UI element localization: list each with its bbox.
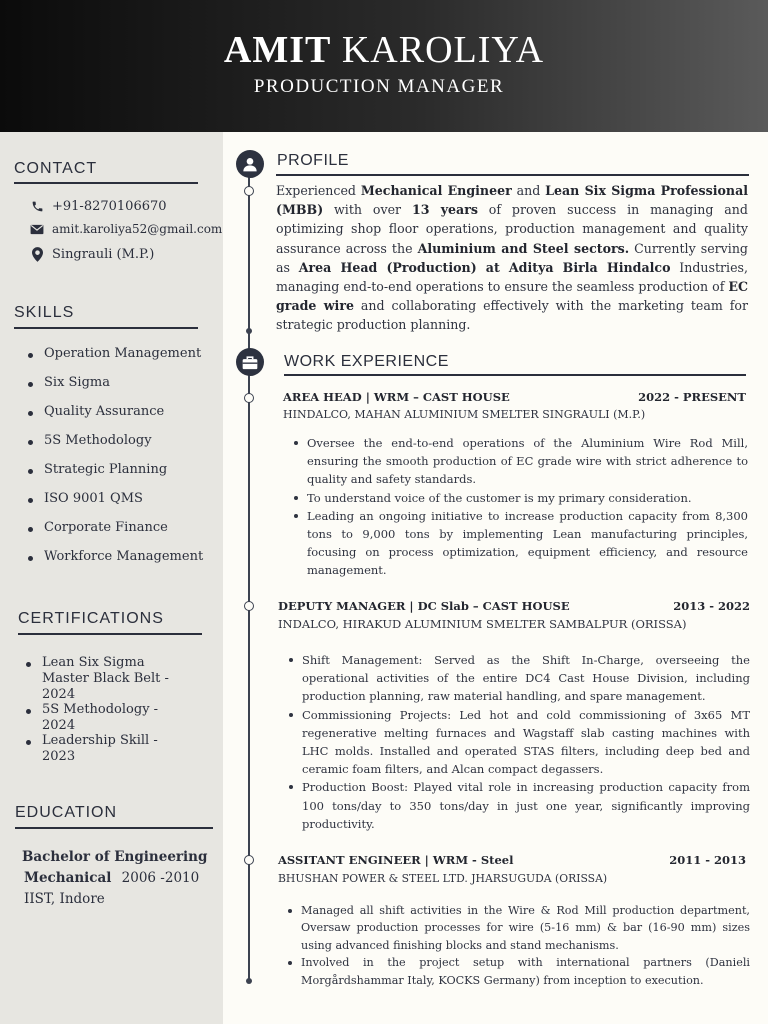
skills-heading: SKILLS [14, 304, 75, 321]
last-name: KAROLIYA [341, 29, 545, 71]
person-icon [236, 150, 264, 178]
list-item: To understand voice of the customer is my primary consideration. [289, 489, 748, 507]
mail-icon [28, 221, 46, 237]
profile-divider [276, 174, 749, 176]
email-address[interactable]: amit.karoliya52@gmail.com [52, 222, 223, 236]
work-divider [284, 374, 746, 376]
profile-highlight: Mechanical Engineer [360, 183, 512, 198]
contact-divider [14, 182, 198, 184]
job-company: BHUSHAN POWER & STEEL LTD. JHARSUGUDA (ORISSA) [278, 872, 608, 885]
list-item: Shift Management: Served as the Shift In-Charge, overseeing the operational activities of the entire DC4 Cast House Division, including production planning, raw material handling, and spare management. [284, 651, 750, 706]
timeline-node [244, 601, 254, 611]
timeline-node [244, 393, 254, 403]
job-role: PRODUCTION MANAGER [253, 76, 505, 97]
certifications-heading: CERTIFICATIONS [18, 610, 164, 627]
profile-summary [276, 181, 748, 335]
profile-highlight: 13 years [411, 202, 478, 218]
list-item: ISO 9001 QMS [26, 491, 216, 520]
contact-email [28, 221, 222, 237]
profile-text: and collaborating effectively with the marketing team for strategic production planning. [276, 298, 748, 333]
list-item: Corporate Finance [26, 520, 216, 549]
profile-text: and [511, 183, 546, 198]
branch-years [22, 868, 207, 889]
profile-text: Currently serving as [276, 240, 748, 275]
list-item: Strategic Planning [26, 462, 216, 491]
profile-text: Experienced [276, 183, 361, 198]
profile-text: of proven success in managing and optimizing shop floor operations, production management and quality assurance across the [276, 202, 748, 256]
work-heading: WORK EXPERIENCE [284, 353, 449, 370]
list-item: Commissioning Projects: Led hot and cold commissioning of 3x65 MT regenerative melting furnaces and Wagstaff slab casting machines with LHC molds. Installed and operated STAS filters, including deep bed and ceramic foam filters, and Alcan compact degassers. [284, 706, 750, 779]
timeline-dot [246, 978, 252, 984]
job-bullets [289, 434, 748, 580]
contact-phone [28, 198, 167, 214]
degree: Bachelor of Engineering [22, 849, 208, 865]
certifications-list [24, 655, 194, 764]
profile-heading: PROFILE [277, 152, 349, 169]
candidate-name [0, 30, 768, 70]
skills-divider [14, 327, 198, 329]
list-item: Managed all shift activities in the Wire & Rod Mill production department, Oversaw production processes for wire (5-16 mm) & bar (16-90 mm) sizes using advanced finishing blocks and stand mechanisms. [283, 902, 750, 954]
list-item: Workforce Management [26, 549, 216, 578]
job-date: 2013 - 2022 [673, 599, 750, 613]
profile-text: with over [323, 202, 412, 218]
list-item: Oversee the end-to-end operations of the Aluminium Wire Rod Mill, ensuring the smooth production of EC grade wire with strict adherence to quality and safety standards. [289, 434, 748, 489]
profile-highlight: Lean Six Sigma Professional (MBB) [276, 183, 749, 218]
list-item: Involved in the project setup with international partners (Danieli Morgårdshammar Italy, KOCKS Germany) from inception to execution. [283, 954, 750, 989]
list-item: Operation Management [26, 346, 216, 375]
list-item: Production Boost: Played vital role in increasing production capacity from 100 tons/day to 350 tons/day in just one year, significantly improving productivity. [284, 778, 750, 833]
job-company: INDALCO, HIRAKUD ALUMINIUM SMELTER SAMBALPUR (ORISSA) [278, 617, 687, 631]
education-block [22, 847, 207, 910]
certifications-divider [18, 633, 202, 635]
resume-header [0, 0, 768, 132]
education-divider [15, 827, 213, 829]
job-date: 2011 - 2013 [669, 853, 746, 867]
job-title: DEPUTY MANAGER | DC Slab – CAST HOUSE [278, 599, 570, 613]
job-title: ASSITANT ENGINEER | WRM - Steel [278, 853, 514, 867]
phone-icon [28, 198, 46, 214]
contact-heading: CONTACT [14, 160, 98, 177]
job-bullets [284, 651, 750, 833]
location-pin-icon [28, 246, 46, 262]
timeline-node [244, 855, 254, 865]
list-item: Leading an ongoing initiative to increase production capacity from 8,300 tons to 9,000 tons by implementing Lean manufacturing principles, focusing on process optimization, equipment efficiency, and resource management. [289, 507, 748, 580]
years: 2006 -2010 [121, 870, 200, 886]
briefcase-icon [236, 348, 264, 376]
location-text: Singrauli (M.P.) [52, 246, 155, 262]
list-item: Lean Six Sigma Master Black Belt - 2024 [24, 655, 194, 702]
job-bullets [283, 902, 750, 989]
first-name: AMIT [223, 29, 332, 71]
phone-number[interactable]: +91-8270106670 [52, 198, 167, 214]
institute: IIST, Indore [24, 891, 105, 907]
profile-highlight: Area Head (Production) at Aditya Birla Hindalco [298, 259, 671, 275]
job-title: AREA HEAD | WRM – CAST HOUSE [283, 390, 510, 404]
branch: Mechanical [24, 870, 112, 886]
skills-list [26, 346, 216, 578]
profile-highlight: EC grade wire [276, 279, 748, 314]
profile-text: Industries, managing end-to-end operations to ensure the seamless production of [276, 259, 748, 295]
education-heading: EDUCATION [15, 804, 118, 821]
job-company: HINDALCO, MAHAN ALUMINIUM SMELTER SINGRAULI (M.P.) [283, 408, 646, 421]
timeline-node [244, 186, 254, 196]
list-item: Six Sigma [26, 375, 216, 404]
list-item: Leadership Skill - 2023 [24, 733, 194, 753]
profile-highlight: Aluminium and Steel sectors. [417, 240, 630, 256]
list-item: Quality Assurance [26, 404, 216, 433]
list-item: 5S Methodology [26, 433, 216, 462]
list-item: 5S Methodology - 2024 [24, 702, 194, 733]
timeline-dot [246, 328, 252, 334]
job-date: 2022 - PRESENT [638, 390, 746, 404]
contact-location [28, 246, 154, 262]
